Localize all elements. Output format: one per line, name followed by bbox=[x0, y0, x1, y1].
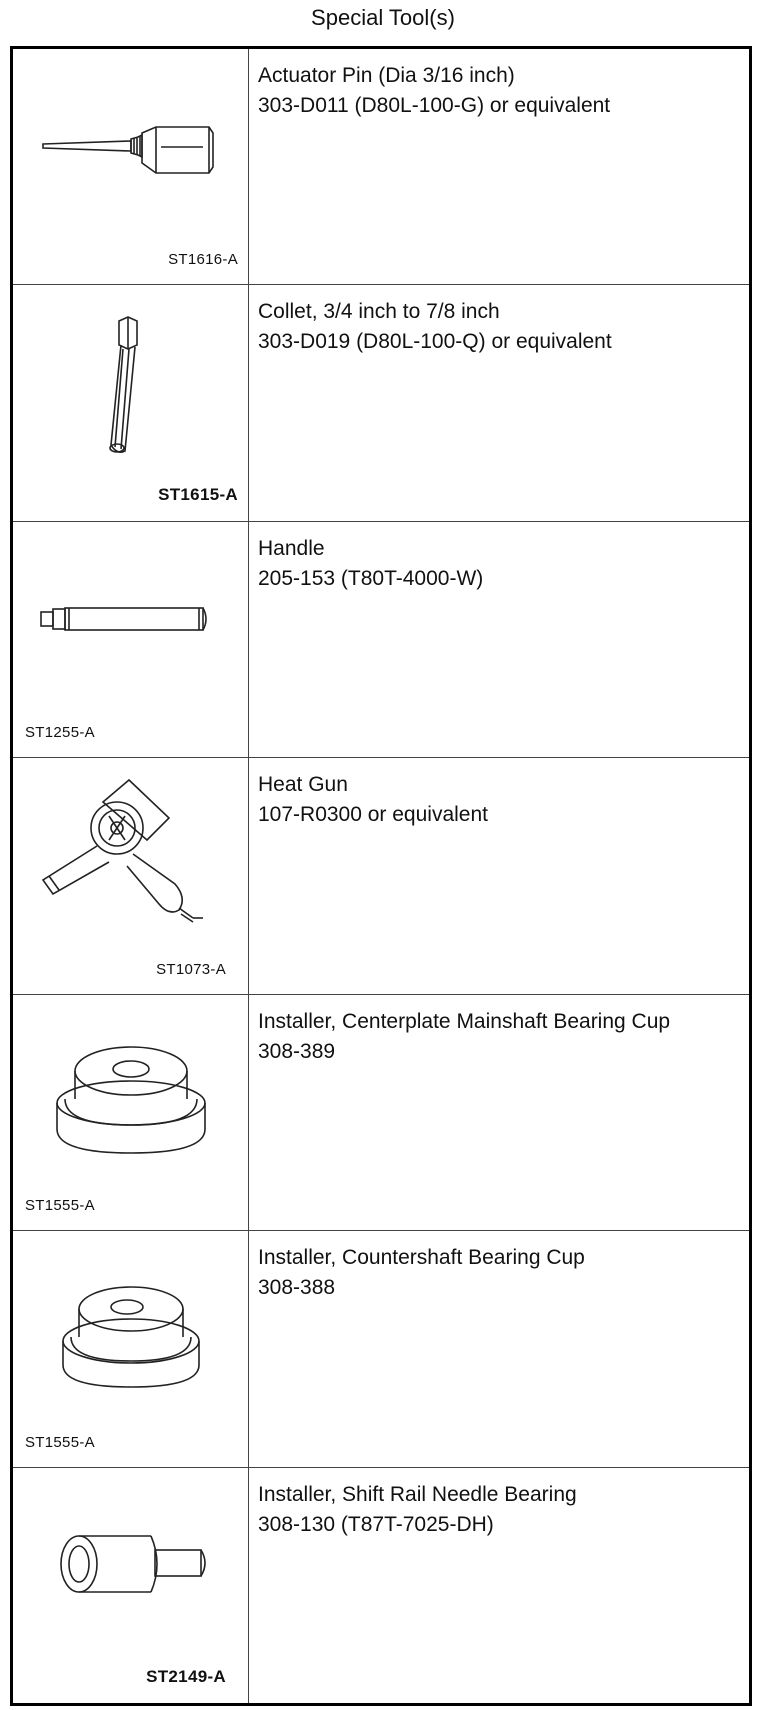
tool-number: 303-D011 (D80L-100-G) or equivalent bbox=[258, 94, 611, 117]
table-row bbox=[13, 995, 749, 1231]
tool-description bbox=[249, 995, 749, 1230]
handle-icon bbox=[13, 522, 248, 755]
tool-illustration-code: ST1073-A bbox=[156, 960, 226, 978]
tool-illustration-cell bbox=[13, 49, 249, 284]
tool-name: Collet, 3/4 inch to 7/8 inch bbox=[258, 300, 500, 324]
tool-description bbox=[249, 1231, 749, 1466]
tool-illustration-cell bbox=[13, 1468, 249, 1703]
heat-gun-icon bbox=[13, 758, 248, 991]
collet-icon bbox=[13, 285, 248, 518]
tool-number: 303-D019 (D80L-100-Q) or equivalent bbox=[258, 330, 612, 354]
tool-number: 205-153 (T80T-4000-W) bbox=[258, 566, 484, 590]
bearing-cup-installer-icon bbox=[13, 995, 248, 1228]
table-row bbox=[13, 522, 749, 758]
tool-illustration-code: ST2149-A bbox=[146, 1666, 226, 1686]
table-row bbox=[13, 758, 749, 994]
tool-description bbox=[249, 49, 749, 284]
tool-illustration-cell bbox=[13, 1231, 249, 1466]
bearing-cup-installer-icon bbox=[13, 1231, 248, 1464]
tool-description bbox=[249, 522, 749, 757]
tool-name: Heat Gun bbox=[258, 773, 348, 797]
needle-bearing-installer-icon bbox=[13, 1468, 248, 1701]
tool-description bbox=[249, 1468, 749, 1703]
tool-illustration-cell bbox=[13, 285, 249, 520]
tool-illustration-code: ST1255-A bbox=[25, 724, 95, 742]
tool-illustration-cell bbox=[13, 522, 249, 757]
tool-name: Installer, Countershaft Bearing Cup bbox=[258, 1246, 585, 1270]
tool-illustration-code: ST1555-A bbox=[25, 1197, 95, 1215]
tool-description bbox=[249, 758, 749, 993]
table-row bbox=[13, 49, 749, 285]
tool-name: Installer, Shift Rail Needle Bearing bbox=[258, 1482, 577, 1506]
tool-number: 308-130 (T87T-7025-DH) bbox=[258, 1512, 494, 1536]
special-tools-table bbox=[10, 46, 752, 1706]
tool-number: 107-R0300 or equivalent bbox=[258, 803, 488, 827]
tool-number: 308-389 bbox=[258, 1039, 336, 1063]
tool-illustration-cell bbox=[13, 995, 249, 1230]
table-row bbox=[13, 285, 749, 521]
tool-name: Handle bbox=[258, 536, 325, 560]
actuator-pin-icon bbox=[13, 49, 248, 282]
tool-illustration-code: ST1615-A bbox=[158, 484, 238, 504]
table-row bbox=[13, 1468, 749, 1703]
tool-description bbox=[249, 285, 749, 520]
tool-illustration-cell bbox=[13, 758, 249, 993]
tool-name: Actuator Pin (Dia 3/16 inch) bbox=[258, 64, 515, 87]
tool-name: Installer, Centerplate Mainshaft Bearing Cup bbox=[258, 1009, 671, 1033]
tool-illustration-code: ST1616-A bbox=[168, 251, 238, 269]
page-title: Special Tool(s) bbox=[311, 5, 455, 30]
table-row bbox=[13, 1231, 749, 1467]
tool-illustration-code: ST1555-A bbox=[25, 1433, 95, 1451]
tool-number: 308-388 bbox=[258, 1276, 336, 1300]
